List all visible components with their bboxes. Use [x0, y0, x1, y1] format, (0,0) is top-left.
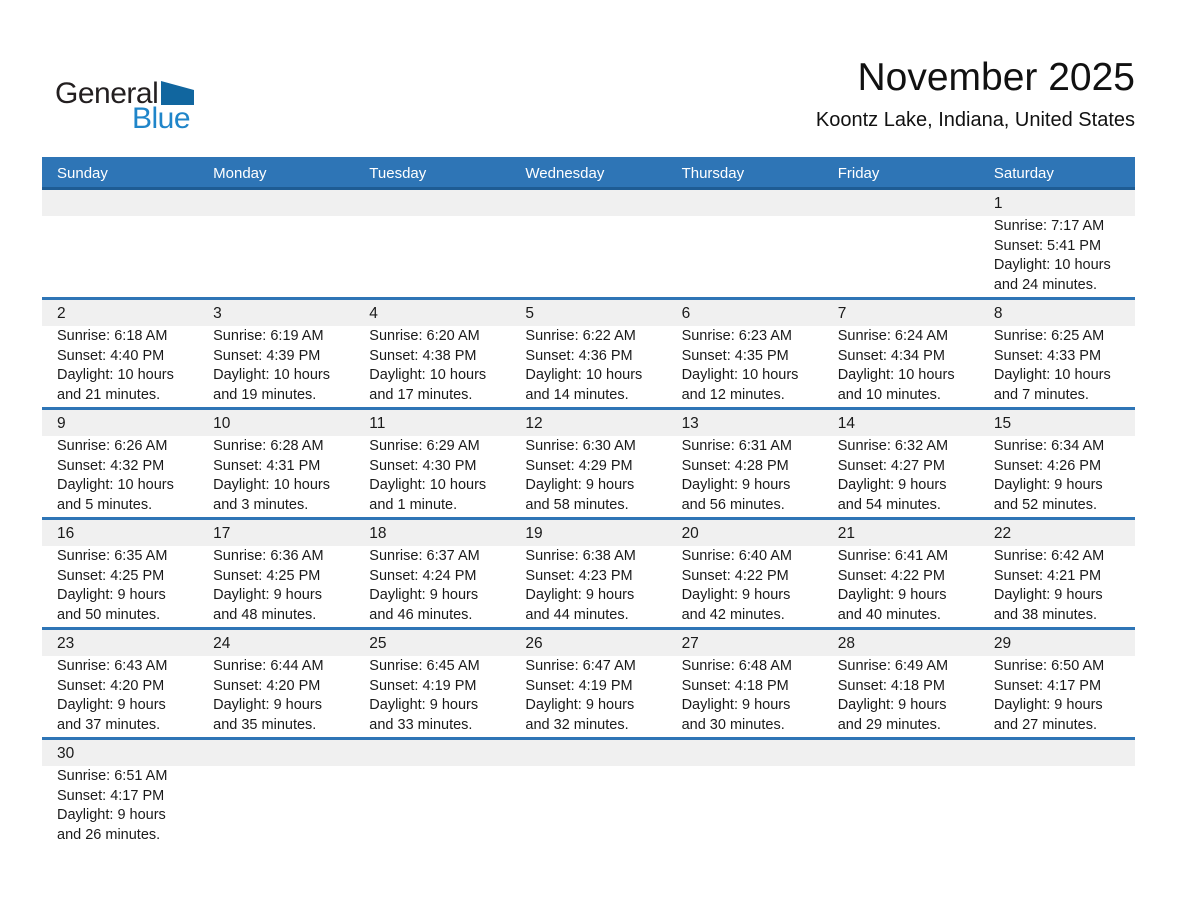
day-detail-line: Sunrise: 6:36 AM — [213, 548, 324, 564]
day-detail-line: Sunrise: 6:34 AM — [993, 438, 1105, 454]
weekday-header-monday: Monday — [213, 165, 267, 182]
day-detail-line: Sunset: 4:25 PM — [213, 567, 321, 584]
day-details — [979, 546, 1135, 627]
empty-day-cell — [510, 740, 666, 766]
day-detail-line: Sunset: 4:28 PM — [681, 457, 789, 474]
day-detail-line: Daylight: 10 hours — [57, 367, 174, 383]
day-detail-line: Sunrise: 6:29 AM — [369, 438, 480, 454]
day-number: 1 — [993, 195, 1003, 212]
empty-day-cell — [667, 216, 823, 297]
day-detail-line: Daylight: 10 hours — [681, 367, 799, 383]
weekday-header-friday: Friday — [837, 165, 880, 182]
day-detail-line: Sunrise: 6:49 AM — [837, 658, 949, 674]
calendar-table — [42, 157, 1135, 847]
day-details — [354, 326, 510, 407]
day-detail-line: and 21 minutes. — [57, 386, 161, 403]
day-number: 11 — [369, 415, 386, 432]
day-detail-line: Daylight: 9 hours — [525, 477, 635, 493]
day-number: 13 — [681, 415, 699, 432]
day-details — [667, 656, 823, 737]
day-detail-line: Sunset: 4:19 PM — [525, 677, 633, 694]
day-detail-line: Sunset: 4:19 PM — [369, 677, 477, 694]
day-details — [510, 546, 666, 627]
day-detail-line: and 46 minutes. — [369, 606, 473, 623]
day-details-strip — [42, 766, 1135, 847]
day-number: 6 — [681, 305, 691, 322]
empty-day-cell — [823, 766, 979, 847]
day-number: 5 — [525, 305, 535, 322]
day-details — [979, 326, 1135, 407]
empty-day-cell — [42, 216, 198, 297]
day-detail-line: Daylight: 10 hours — [525, 367, 643, 383]
day-detail-line: Daylight: 9 hours — [993, 477, 1103, 493]
day-detail-line: Daylight: 9 hours — [525, 697, 635, 713]
day-detail-line: Sunset: 4:22 PM — [681, 567, 789, 584]
day-detail-line: Sunrise: 6:48 AM — [681, 658, 792, 674]
day-details — [354, 656, 510, 737]
day-details — [198, 546, 354, 627]
empty-day-cell — [42, 190, 198, 216]
empty-day-cell — [667, 190, 823, 216]
day-details — [198, 436, 354, 517]
day-detail-line: Sunset: 4:23 PM — [525, 567, 633, 584]
day-detail-line: and 17 minutes. — [369, 386, 473, 403]
empty-day-cell — [979, 740, 1135, 766]
day-detail-line: and 35 minutes. — [213, 716, 317, 733]
day-detail-line: and 26 minutes. — [57, 826, 161, 843]
day-number: 27 — [681, 635, 699, 652]
day-detail-line: Sunrise: 6:23 AM — [681, 328, 792, 344]
empty-day-cell — [823, 740, 979, 766]
day-number: 23 — [57, 635, 75, 652]
day-number: 4 — [369, 305, 378, 322]
day-detail-line: Sunset: 4:34 PM — [837, 347, 945, 364]
day-detail-line: Daylight: 10 hours — [369, 367, 487, 383]
day-detail-line: and 48 minutes. — [213, 606, 317, 623]
day-details — [979, 436, 1135, 517]
general-blue-logo — [42, 55, 302, 155]
day-number-strip — [42, 300, 1135, 326]
day-detail-line: Sunrise: 6:25 AM — [993, 328, 1105, 344]
day-detail-line: Daylight: 10 hours — [213, 477, 331, 493]
day-number-strip — [42, 740, 1135, 766]
day-detail-line: Sunset: 4:22 PM — [837, 567, 945, 584]
day-detail-line: Sunset: 4:38 PM — [369, 347, 477, 364]
day-detail-line: Daylight: 9 hours — [525, 587, 635, 603]
page-title: November 2025 — [857, 56, 1135, 99]
empty-day-cell — [354, 740, 510, 766]
day-detail-line: Daylight: 9 hours — [837, 697, 947, 713]
day-details — [979, 656, 1135, 737]
day-number: 20 — [681, 525, 699, 542]
day-detail-line: Sunrise: 6:22 AM — [525, 328, 636, 344]
empty-day-cell — [667, 740, 823, 766]
day-detail-line: Sunrise: 6:51 AM — [57, 768, 168, 784]
day-detail-line: Sunrise: 6:18 AM — [57, 328, 168, 344]
day-number: 8 — [993, 305, 1003, 322]
empty-day-cell — [198, 216, 354, 297]
weekday-header-row — [42, 157, 1135, 190]
day-details — [198, 326, 354, 407]
empty-day-cell — [667, 766, 823, 847]
day-detail-line: Daylight: 9 hours — [369, 587, 479, 603]
day-detail-line: Sunset: 4:27 PM — [837, 457, 945, 474]
day-detail-line: Sunset: 4:20 PM — [57, 677, 165, 694]
day-number: 29 — [993, 635, 1012, 652]
day-details — [42, 436, 198, 517]
day-details — [823, 546, 979, 627]
day-details — [823, 436, 979, 517]
calendar-week-row — [42, 627, 1135, 737]
day-detail-line: and 33 minutes. — [369, 716, 473, 733]
empty-day-cell — [198, 190, 354, 216]
day-detail-line: Daylight: 9 hours — [837, 477, 947, 493]
day-detail-line: Sunrise: 6:37 AM — [369, 548, 480, 564]
day-detail-line: Daylight: 9 hours — [369, 697, 479, 713]
day-detail-line: Daylight: 10 hours — [57, 477, 174, 493]
day-details — [354, 546, 510, 627]
day-number-strip — [42, 630, 1135, 656]
day-detail-line: Daylight: 9 hours — [57, 807, 166, 823]
day-detail-line: Sunset: 4:20 PM — [213, 677, 321, 694]
empty-day-cell — [198, 740, 354, 766]
day-detail-line: Daylight: 10 hours — [837, 367, 955, 383]
day-detail-line: Sunrise: 6:19 AM — [213, 328, 324, 344]
day-detail-line: and 5 minutes. — [57, 496, 153, 513]
day-number: 14 — [837, 415, 855, 432]
day-detail-line: Daylight: 10 hours — [993, 257, 1111, 273]
day-number: 26 — [525, 635, 543, 652]
day-details-strip — [42, 546, 1135, 627]
day-detail-line: Sunrise: 6:26 AM — [57, 438, 168, 454]
day-detail-line: Sunrise: 6:28 AM — [213, 438, 324, 454]
day-detail-line: Sunrise: 6:47 AM — [525, 658, 636, 674]
day-detail-line: Daylight: 9 hours — [213, 697, 322, 713]
day-detail-line: and 12 minutes. — [681, 386, 785, 403]
day-detail-line: Sunset: 4:25 PM — [57, 567, 165, 584]
day-detail-line: Sunrise: 6:43 AM — [57, 658, 168, 674]
day-detail-line: Sunset: 4:30 PM — [369, 457, 477, 474]
day-details — [42, 546, 198, 627]
day-detail-line: Sunrise: 6:45 AM — [369, 658, 480, 674]
day-number: 18 — [369, 525, 387, 542]
day-number: 19 — [525, 525, 543, 542]
day-detail-line: Sunrise: 6:35 AM — [57, 548, 168, 564]
calendar-week-row — [42, 517, 1135, 627]
day-number: 21 — [837, 525, 855, 542]
day-detail-line: Sunset: 4:35 PM — [681, 347, 789, 364]
day-number: 15 — [993, 415, 1012, 432]
calendar-week-row — [42, 297, 1135, 407]
weekday-header-thursday: Thursday — [681, 165, 745, 182]
day-detail-line: Sunrise: 7:17 AM — [993, 218, 1105, 234]
day-detail-line: and 42 minutes. — [681, 606, 785, 623]
day-detail-line: Daylight: 10 hours — [213, 367, 331, 383]
day-detail-line: Sunset: 4:29 PM — [525, 457, 633, 474]
day-detail-line: and 37 minutes. — [57, 716, 161, 733]
day-detail-line: and 32 minutes. — [525, 716, 629, 733]
day-details — [667, 326, 823, 407]
weekday-header-sunday: Sunday — [57, 165, 108, 182]
day-number: 2 — [57, 305, 66, 322]
day-detail-line: Daylight: 9 hours — [993, 697, 1103, 713]
day-detail-line: Sunrise: 6:50 AM — [993, 658, 1105, 674]
empty-day-cell — [979, 766, 1135, 847]
day-detail-line: Sunrise: 6:38 AM — [525, 548, 636, 564]
weekday-header-saturday: Saturday — [993, 165, 1054, 182]
day-detail-line: Sunrise: 6:20 AM — [369, 328, 480, 344]
day-number: 12 — [525, 415, 543, 432]
day-detail-line: Daylight: 9 hours — [681, 697, 791, 713]
day-detail-line: Sunrise: 6:44 AM — [213, 658, 324, 674]
day-detail-line: Daylight: 10 hours — [369, 477, 487, 493]
day-detail-line: Sunrise: 6:30 AM — [525, 438, 636, 454]
empty-day-cell — [823, 216, 979, 297]
day-details — [510, 656, 666, 737]
day-detail-line: Sunrise: 6:24 AM — [837, 328, 949, 344]
day-details — [510, 326, 666, 407]
day-detail-line: Sunrise: 6:32 AM — [837, 438, 949, 454]
day-number-strip — [42, 520, 1135, 546]
day-detail-line: and 56 minutes. — [681, 496, 785, 513]
weekday-header-wednesday: Wednesday — [525, 165, 605, 182]
day-detail-line: and 3 minutes. — [213, 496, 309, 513]
day-detail-line: and 27 minutes. — [993, 716, 1098, 733]
day-detail-line: and 40 minutes. — [837, 606, 941, 623]
day-detail-line: and 29 minutes. — [837, 716, 941, 733]
day-details — [979, 216, 1135, 297]
day-detail-line: and 30 minutes. — [681, 716, 785, 733]
day-details — [354, 436, 510, 517]
day-detail-line: Daylight: 9 hours — [681, 587, 791, 603]
day-detail-line: and 50 minutes. — [57, 606, 161, 623]
day-number: 3 — [213, 305, 222, 322]
day-detail-line: and 14 minutes. — [525, 386, 629, 403]
day-detail-line: Sunset: 4:17 PM — [57, 787, 165, 804]
day-detail-line: Sunset: 5:41 PM — [993, 237, 1102, 254]
day-details — [667, 546, 823, 627]
day-number-strip — [42, 190, 1135, 216]
day-detail-line: Daylight: 9 hours — [837, 587, 947, 603]
day-detail-line: Sunset: 4:26 PM — [993, 457, 1102, 474]
day-detail-line: and 52 minutes. — [993, 496, 1098, 513]
day-number: 17 — [213, 525, 231, 542]
calendar-weeks — [42, 190, 1135, 847]
day-number: 22 — [993, 525, 1012, 542]
day-detail-line: and 7 minutes. — [993, 386, 1089, 403]
empty-day-cell — [510, 190, 666, 216]
empty-day-cell — [354, 766, 510, 847]
day-detail-line: Sunset: 4:18 PM — [681, 677, 789, 694]
day-detail-line: and 1 minute. — [369, 496, 458, 513]
day-number: 28 — [837, 635, 855, 652]
day-details — [42, 656, 198, 737]
day-details — [823, 656, 979, 737]
day-detail-line: Sunrise: 6:41 AM — [837, 548, 949, 564]
day-details — [42, 766, 198, 847]
day-detail-line: Daylight: 9 hours — [993, 587, 1103, 603]
day-detail-line: Sunrise: 6:40 AM — [681, 548, 792, 564]
empty-day-cell — [198, 766, 354, 847]
page-subtitle: Koontz Lake, Indiana, United States — [815, 108, 1135, 131]
empty-day-cell — [823, 190, 979, 216]
day-detail-line: Daylight: 10 hours — [993, 367, 1111, 383]
day-details — [510, 436, 666, 517]
day-detail-line: Daylight: 9 hours — [681, 477, 791, 493]
day-detail-line: Daylight: 9 hours — [57, 697, 166, 713]
empty-day-cell — [510, 766, 666, 847]
day-detail-line: Sunset: 4:36 PM — [525, 347, 633, 364]
day-detail-line: Sunset: 4:33 PM — [993, 347, 1102, 364]
day-number-strip — [42, 410, 1135, 436]
day-number: 24 — [213, 635, 231, 652]
title-block — [816, 55, 1135, 157]
day-detail-line: and 54 minutes. — [837, 496, 941, 513]
empty-day-cell — [354, 216, 510, 297]
day-detail-line: and 44 minutes. — [525, 606, 629, 623]
day-number: 7 — [837, 305, 847, 322]
logo-text-blue: Blue — [132, 102, 191, 135]
calendar-week-row — [42, 190, 1135, 297]
day-details-strip — [42, 656, 1135, 737]
day-number: 10 — [213, 415, 231, 432]
day-detail-line: Sunrise: 6:31 AM — [681, 438, 792, 454]
day-details-strip — [42, 326, 1135, 407]
day-number: 16 — [57, 525, 75, 542]
day-number: 9 — [57, 415, 66, 432]
day-detail-line: Sunset: 4:40 PM — [57, 347, 165, 364]
day-details — [667, 436, 823, 517]
day-number: 30 — [57, 745, 75, 762]
day-detail-line: and 24 minutes. — [993, 276, 1098, 293]
day-detail-line: Sunset: 4:17 PM — [993, 677, 1102, 694]
logo-text-general: General — [55, 77, 159, 110]
day-details-strip — [42, 216, 1135, 297]
day-details — [42, 326, 198, 407]
day-detail-line: Sunset: 4:21 PM — [993, 567, 1102, 584]
day-detail-line: Sunset: 4:18 PM — [837, 677, 945, 694]
day-detail-line: Sunrise: 6:42 AM — [993, 548, 1105, 564]
day-details — [823, 326, 979, 407]
day-detail-line: and 38 minutes. — [993, 606, 1098, 623]
day-detail-line: Daylight: 9 hours — [57, 587, 166, 603]
day-details — [198, 656, 354, 737]
weekday-header-tuesday: Tuesday — [369, 165, 427, 182]
day-detail-line: and 19 minutes. — [213, 386, 317, 403]
day-detail-line: Daylight: 9 hours — [213, 587, 322, 603]
day-detail-line: Sunset: 4:32 PM — [57, 457, 165, 474]
day-detail-line: and 10 minutes. — [837, 386, 941, 403]
empty-day-cell — [510, 216, 666, 297]
day-detail-line: and 58 minutes. — [525, 496, 629, 513]
page-header — [42, 55, 1135, 157]
empty-day-cell — [354, 190, 510, 216]
day-detail-line: Sunset: 4:24 PM — [369, 567, 477, 584]
day-details-strip — [42, 436, 1135, 517]
calendar-week-row — [42, 737, 1135, 847]
calendar-week-row — [42, 407, 1135, 517]
day-number: 25 — [369, 635, 387, 652]
day-detail-line: Sunset: 4:39 PM — [213, 347, 321, 364]
day-detail-line: Sunset: 4:31 PM — [213, 457, 321, 474]
